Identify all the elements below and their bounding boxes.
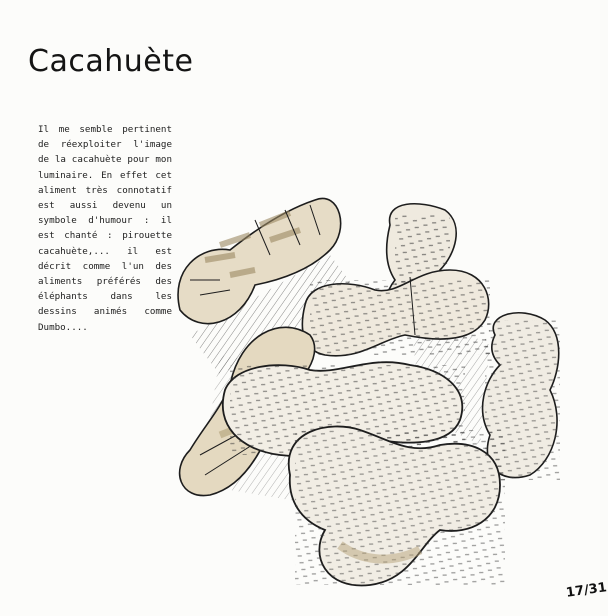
peanut-illustration: [160, 185, 580, 605]
peanut-bottom: [289, 426, 505, 585]
page-number: 17/31: [565, 580, 608, 601]
page-title: Cacahuète: [28, 44, 194, 79]
peanut-middle: [302, 270, 490, 356]
body-paragraph: Il me semble pertinent de réexploiter l'image de la cacahuète pour mon luminaire. En effet cet aliment très connotatif est aussi devenu un symbole d'humour : il est chanté : pirouette cacahuète,... il est décrit comme l'un des aliments préférés des éléphants dans les dessins animés comme Dumbo....: [38, 124, 172, 333]
